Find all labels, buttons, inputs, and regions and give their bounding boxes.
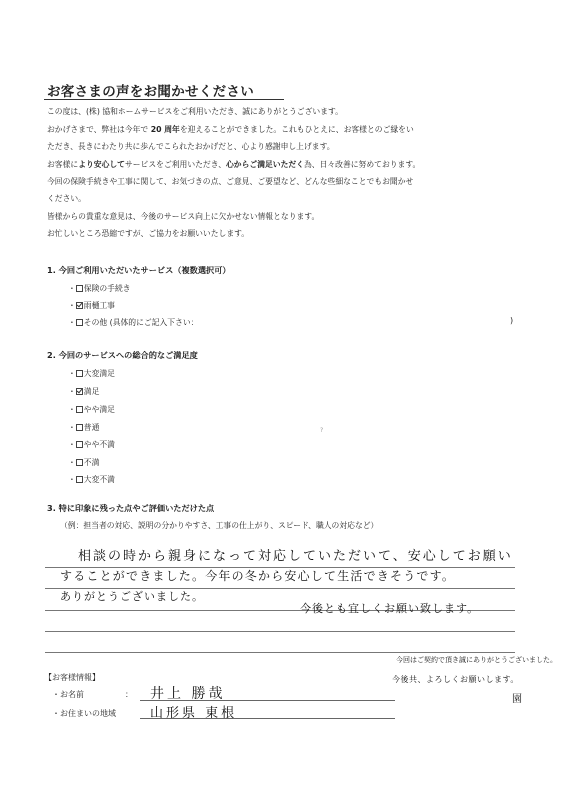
stray-mark: ?	[320, 427, 324, 434]
writing-line	[45, 631, 515, 632]
page-title: お客さまの声をお聞かせください	[47, 84, 254, 100]
name-field[interactable]: 井上 勝哉	[150, 686, 226, 702]
q1-option-other[interactable]: ・ その他 (具体的にご記入下さい：	[68, 318, 199, 327]
q1-option-insurance[interactable]: ・ 保険の手続き	[68, 284, 131, 293]
q2-option-neutral[interactable]: ・ 普通	[68, 423, 100, 432]
area-label: ・お住まいの地域	[52, 709, 116, 718]
intro-line-4: お客様により安心してサービスをご利用いただき、心からご満足いただく為、日々改善に努めております。	[47, 160, 421, 169]
name-colon: ：	[125, 690, 133, 699]
name-underline	[140, 700, 395, 701]
q2-option-somewhat-satisfied[interactable]: ・ やや満足	[68, 405, 115, 414]
checkbox[interactable]	[76, 424, 83, 431]
checkbox[interactable]	[76, 476, 83, 483]
area-underline	[140, 718, 395, 719]
intro-line-2: おかげさまで、弊社は今年で 20 周年を迎えることができました。これもひとえに、お客様とのご縁をい	[47, 125, 414, 134]
intro-line-1: この度は、(株) 協和ホームサービスをご利用いただき、誠にありがとうございます。	[47, 107, 343, 116]
question-1-heading: 1. 今回ご利用いただいたサービス（複数選択可）	[47, 265, 231, 275]
reply-stamp: 園	[512, 694, 522, 705]
question-2-heading: 2. 今回のサービスへの総合的なご満足度	[47, 350, 198, 360]
checkbox[interactable]	[76, 285, 83, 292]
checkbox-checked[interactable]	[76, 388, 83, 395]
writing-line	[45, 652, 515, 653]
q2-option-somewhat-dissatisfied[interactable]: ・ やや不満	[68, 440, 115, 449]
reply-note-line-2: 今後共、よろしくお願いします。	[392, 675, 519, 684]
q2-option-very-dissatisfied[interactable]: ・ 大変不満	[68, 475, 115, 484]
handwritten-comment-line-2: することができました。今年の冬から安心して生活できそうです。	[60, 569, 456, 583]
intro-line-8: お忙しいところ恐縮ですが、ご協力をお願いいたします。	[47, 229, 250, 238]
customer-info-heading: 【お客様情報】	[44, 673, 100, 682]
question-3-example: （例：担当者の対応、説明の分かりやすさ、工事の仕上がり、スピード、職人の対応など）	[60, 521, 379, 530]
checkbox[interactable]	[76, 459, 83, 466]
q2-option-very-satisfied[interactable]: ・ 大変満足	[68, 369, 115, 378]
checkbox[interactable]	[76, 406, 83, 413]
q2-option-satisfied[interactable]: ・ 満足	[68, 387, 100, 396]
handwritten-comment-line-3: ありがとうございました。	[60, 590, 204, 603]
checkbox[interactable]	[76, 319, 83, 326]
name-label: ・お名前	[52, 690, 84, 699]
checkbox[interactable]	[76, 370, 83, 377]
area-field[interactable]: 山形県 東根	[150, 706, 238, 721]
checkbox[interactable]	[76, 441, 83, 448]
intro-line-3: ただき、長きにわたり共に歩んでこられたおかげだと、心より感謝申し上げます。	[47, 142, 335, 151]
checkbox-checked[interactable]	[76, 302, 83, 309]
handwritten-comment-line-1: 相談の時から親身になって対応していただいて、安心してお願い	[78, 549, 513, 564]
question-3-heading: 3. 特に印象に残った点やご評価いただけた点	[47, 503, 215, 513]
q1-option-gutter[interactable]: ・ 雨樋工事	[68, 301, 115, 310]
q2-option-dissatisfied[interactable]: ・ 不満	[68, 458, 100, 467]
intro-line-6: ください。	[47, 194, 86, 203]
intro-line-5: 今回の保険手続きや工事に関して、お気づきの点、ご意見、ご要望など、どんな些細なことでもお聞かせ	[47, 177, 414, 186]
anniversary-emphasis: 20 周年	[150, 125, 180, 134]
handwritten-comment-line-4: 今後とも宜しくお願い致します。	[300, 602, 480, 615]
title-underline	[44, 99, 284, 100]
other-close-paren: )	[510, 316, 514, 325]
intro-line-7: 皆様からの貴重な意見は、今後のサービス向上に欠かせない情報となります。	[47, 212, 320, 221]
reply-note-line-1: 今回はご契約で頂き誠にありがとうございました。	[396, 656, 557, 664]
